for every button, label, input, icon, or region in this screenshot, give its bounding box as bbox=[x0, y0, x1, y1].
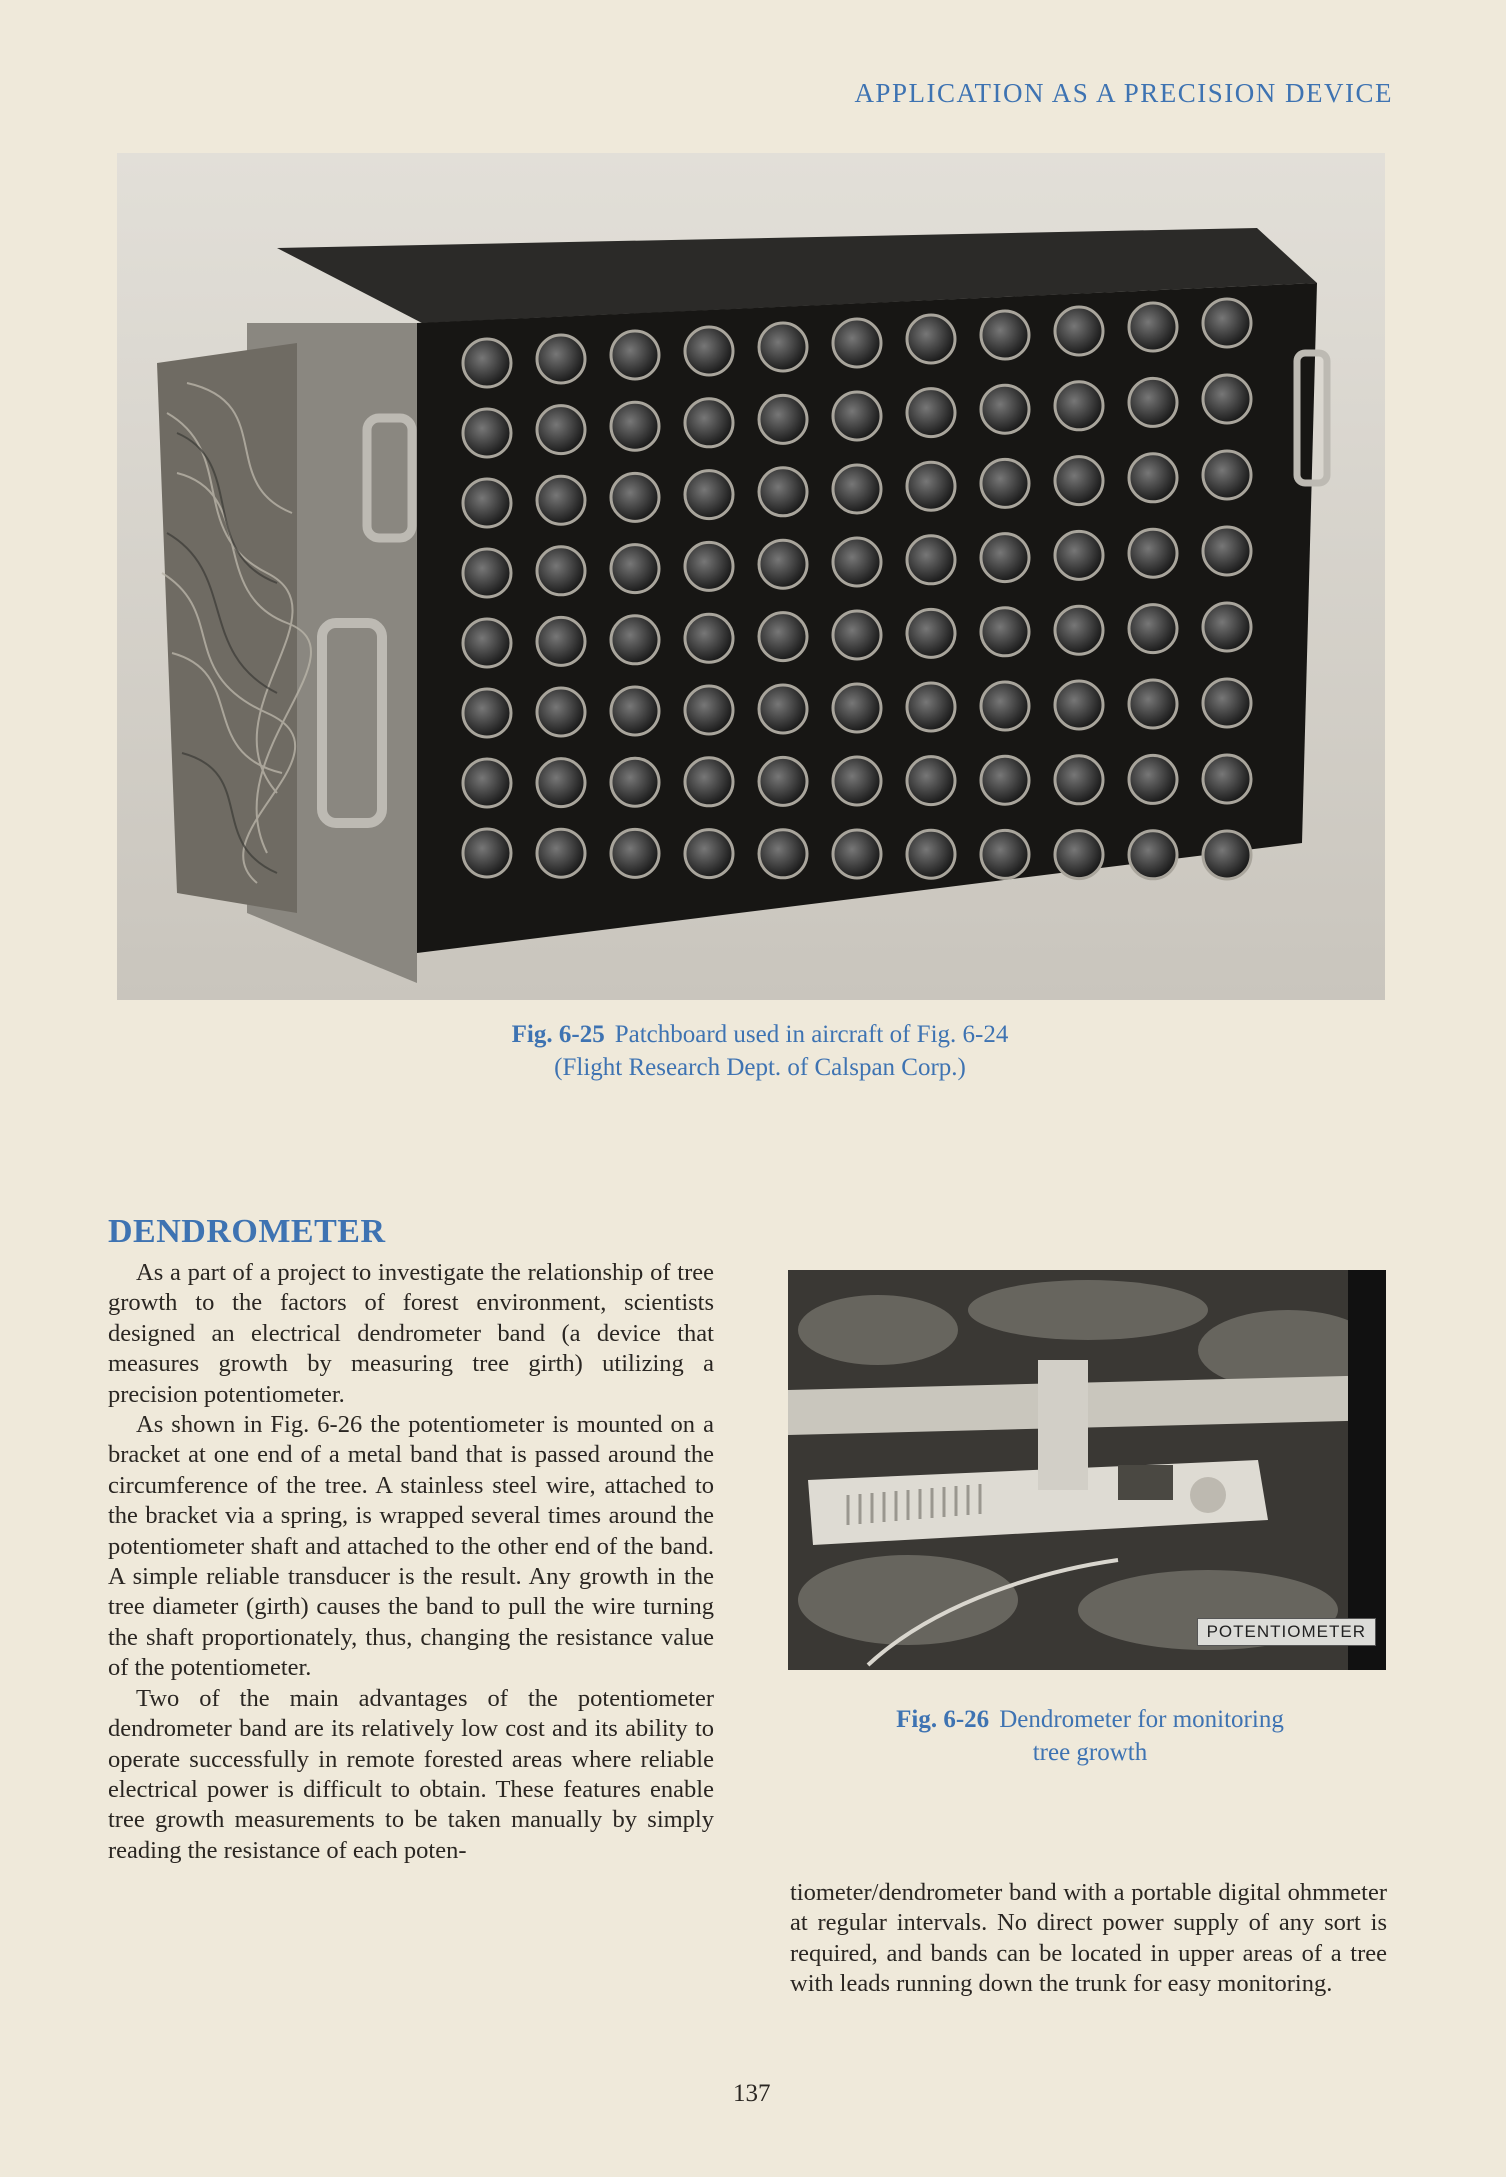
patch-knob bbox=[981, 534, 1029, 582]
running-header: APPLICATION AS A PRECISION DEVICE bbox=[854, 78, 1393, 108]
figure-6-25-caption-line2: (Flight Research Dept. of Calspan Corp.) bbox=[554, 1054, 966, 1081]
patch-knob bbox=[759, 685, 807, 733]
patch-knob bbox=[759, 830, 807, 878]
patch-knob bbox=[1055, 307, 1103, 355]
patch-knob bbox=[685, 542, 733, 590]
patch-knob bbox=[463, 759, 511, 807]
patch-knob bbox=[907, 683, 955, 731]
patch-knob bbox=[1129, 755, 1177, 803]
paragraph-2: As shown in Fig. 6-26 the potentiometer is mounted on a bracket at one end of a metal band that is passed around the circumference of the tree. A stainless steel wire, attached to the bracket via a spring, is wrapped several times around the potentiometer shaft and attached to the other end of the band. A simple reliable transducer is the result. Any growth in the tree diameter (girth) causes the band to pull the wire turning the shaft proportionately, thus, changing the resistance value of the potentiometer. bbox=[108, 1411, 714, 1682]
patch-knob bbox=[1129, 529, 1177, 577]
patch-knob bbox=[833, 757, 881, 805]
patch-knob bbox=[1203, 603, 1251, 651]
dendrometer-photo bbox=[788, 1270, 1386, 1670]
patch-knob bbox=[1203, 451, 1251, 499]
patch-knob bbox=[611, 687, 659, 735]
patch-knob bbox=[981, 459, 1029, 507]
patch-knob bbox=[1055, 831, 1103, 879]
patch-knob bbox=[1129, 378, 1177, 426]
patch-knob bbox=[1203, 527, 1251, 575]
patch-knob bbox=[1055, 531, 1103, 579]
patch-knob bbox=[537, 688, 585, 736]
patch-knob bbox=[1203, 299, 1251, 347]
page-number: 137 bbox=[733, 2080, 771, 2107]
patch-knob bbox=[1203, 679, 1251, 727]
patch-knob bbox=[1055, 457, 1103, 505]
patch-knob bbox=[981, 682, 1029, 730]
patch-knob bbox=[759, 613, 807, 661]
patch-knob bbox=[685, 830, 733, 878]
patch-knob bbox=[611, 829, 659, 877]
patch-knob bbox=[537, 406, 585, 454]
patch-knob bbox=[833, 392, 881, 440]
patch-knob bbox=[981, 608, 1029, 656]
patch-knob bbox=[833, 319, 881, 367]
patch-knob bbox=[907, 462, 955, 510]
patch-knob bbox=[907, 536, 955, 584]
left-column-text bbox=[108, 1258, 714, 1866]
continuation-paragraph: tiometer/dendrometer band with a portable digital ohmmeter at regular intervals. No direct power supply of any sort is required, and bands can be located in upper areas of a tree with leads running down the trunk for easy monitoring. bbox=[790, 1879, 1387, 1998]
patch-knob bbox=[463, 689, 511, 737]
patch-knob bbox=[981, 385, 1029, 433]
patch-knob bbox=[981, 830, 1029, 878]
patch-knob bbox=[685, 758, 733, 806]
patch-knob bbox=[685, 399, 733, 447]
figure-6-26-caption-line2: tree growth bbox=[1032, 1739, 1148, 1766]
patch-knob bbox=[1129, 303, 1177, 351]
patch-knob bbox=[685, 471, 733, 519]
patchboard-photo bbox=[117, 153, 1385, 1000]
patch-knob bbox=[685, 327, 733, 375]
patch-knob bbox=[1055, 681, 1103, 729]
patch-knob bbox=[611, 331, 659, 379]
patch-knob bbox=[1129, 680, 1177, 728]
patch-knob bbox=[685, 686, 733, 734]
section-title: DENDROMETER bbox=[108, 1213, 386, 1250]
patch-knob bbox=[907, 315, 955, 363]
patch-knob bbox=[907, 389, 955, 437]
patch-knob bbox=[463, 619, 511, 667]
patch-knob bbox=[463, 549, 511, 597]
patch-knob bbox=[833, 830, 881, 878]
patch-knob bbox=[611, 402, 659, 450]
paragraph-1: As a part of a project to investigate the relationship of tree growth to the factors of forest environment, scientists designed an electrical dendrometer band (a device that measures growth by measuring tree girth) utilizing a precision potentiometer. bbox=[108, 1259, 714, 1408]
patch-knob bbox=[833, 684, 881, 732]
patch-knob bbox=[833, 538, 881, 586]
patch-knob bbox=[833, 465, 881, 513]
patch-knob bbox=[463, 339, 511, 387]
patch-knob bbox=[759, 395, 807, 443]
patch-knob bbox=[537, 759, 585, 807]
patchboard-illustration bbox=[117, 153, 1385, 1000]
right-column-text bbox=[790, 1878, 1387, 2000]
patch-knob bbox=[1129, 454, 1177, 502]
patch-knob bbox=[537, 547, 585, 595]
patch-knob bbox=[463, 409, 511, 457]
patch-knob bbox=[1203, 831, 1251, 879]
patch-knob bbox=[1055, 756, 1103, 804]
patch-knob bbox=[1055, 606, 1103, 654]
patch-knob bbox=[907, 757, 955, 805]
patch-knob bbox=[537, 335, 585, 383]
patch-knob bbox=[907, 830, 955, 878]
paragraph-3: Two of the main advantages of the potentiometer dendrometer band are its relatively low cost and its ability to operate successfully in remote forested areas where reliable electrical power is difficult to obtain. These features enable tree growth measurements to be taken manually by simply reading the resistance of each poten- bbox=[108, 1684, 714, 1864]
figure-6-26-caption-line1: Dendrometer for monitoring bbox=[999, 1706, 1284, 1733]
patch-knob bbox=[1055, 382, 1103, 430]
patch-knob bbox=[981, 756, 1029, 804]
figure-6-26-caption bbox=[790, 1703, 1390, 1769]
patch-knob bbox=[611, 473, 659, 521]
figure-6-25-label: Fig. 6-25 bbox=[511, 1021, 605, 1048]
figure-6-25-caption bbox=[380, 1018, 1140, 1084]
patch-knob bbox=[463, 479, 511, 527]
patch-knob bbox=[981, 311, 1029, 359]
patch-knob bbox=[1203, 375, 1251, 423]
figure-6-25-caption-line1: Patchboard used in aircraft of Fig. 6-24 bbox=[614, 1021, 1009, 1048]
patch-knob bbox=[759, 757, 807, 805]
patch-knob bbox=[1203, 755, 1251, 803]
dendrometer-illustration bbox=[788, 1270, 1386, 1670]
patch-knob bbox=[685, 614, 733, 662]
patch-knob bbox=[907, 609, 955, 657]
patch-knob bbox=[611, 616, 659, 664]
figure-6-26-label: Fig. 6-26 bbox=[896, 1706, 990, 1733]
patch-knob bbox=[1129, 605, 1177, 653]
potentiometer-label: POTENTIOMETER bbox=[1197, 1618, 1376, 1646]
patch-knob bbox=[759, 540, 807, 588]
patch-knob bbox=[537, 476, 585, 524]
patch-knob bbox=[759, 468, 807, 516]
patch-knob bbox=[833, 611, 881, 659]
patch-knob bbox=[611, 758, 659, 806]
patch-knob bbox=[1129, 831, 1177, 879]
patch-knob bbox=[463, 829, 511, 877]
patch-knob bbox=[537, 617, 585, 665]
patch-knob bbox=[759, 323, 807, 371]
patch-knob bbox=[611, 545, 659, 593]
patch-knob bbox=[537, 829, 585, 877]
